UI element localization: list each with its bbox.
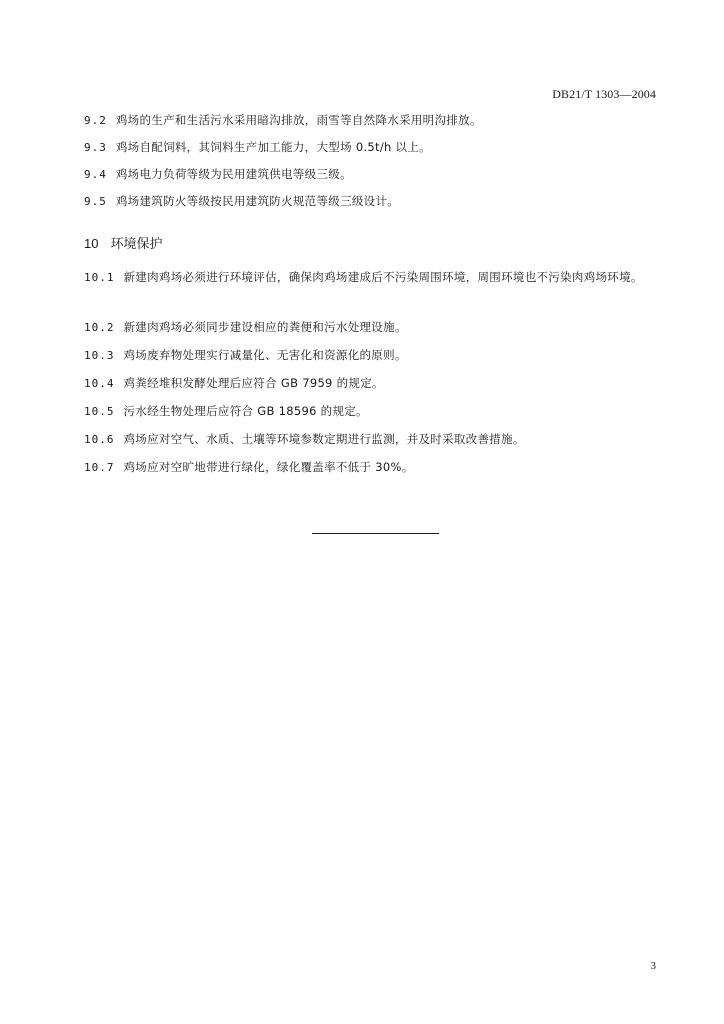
clause-number: 10.4 — [84, 377, 115, 390]
clause-number: 10.7 — [84, 461, 115, 474]
clause-9-3 — [84, 138, 660, 157]
clause-9-2 — [84, 111, 660, 130]
clause-text: 鸡场的生产和生活污水采用暗沟排放，雨雪等自然降水采用明沟排放。 — [115, 113, 482, 127]
clause-text: 鸡场应对空气、水质、土壤等环境参数定期进行监测，并及时采取改善措施。 — [123, 432, 525, 446]
clause-9-5 — [84, 192, 660, 211]
clause-number: 10.6 — [84, 433, 115, 446]
clause-10-3 — [84, 346, 660, 365]
clause-text: 新建肉鸡场必须进行环境评估，确保肉鸡场建成后不污染周围环境，周围环境也不污染肉鸡场环境。 — [123, 270, 643, 284]
clause-10-2 — [84, 318, 660, 337]
clause-10-5 — [84, 402, 660, 421]
clause-number: 10.5 — [84, 405, 115, 418]
clause-10-6 — [84, 430, 660, 449]
standard-code-header: DB21/T 1303—2004 — [552, 87, 656, 101]
clause-text: 鸡场应对空旷地带进行绿化，绿化覆盖率不低于 30%。 — [123, 460, 414, 474]
clause-number: 9.2 — [84, 114, 107, 127]
clause-10-4 — [84, 374, 660, 393]
clause-number: 10.3 — [84, 349, 115, 362]
clause-10-7 — [84, 458, 660, 477]
clause-number: 9.5 — [84, 195, 107, 208]
clause-text: 鸡场电力负荷等级为民用建筑供电等级三级。 — [115, 167, 352, 181]
clause-9-4 — [84, 165, 660, 184]
clause-text: 鸡场自配饲料，其饲料生产加工能力，大型场 0.5t/h 以上。 — [115, 140, 431, 154]
clause-number: 9.4 — [84, 168, 107, 181]
section-number: 10 — [84, 236, 99, 251]
clause-10-1 — [84, 268, 660, 287]
section-title: 环境保护 — [110, 237, 163, 252]
clause-text: 鸡粪经堆积发酵处理后应符合 GB 7959 的规定。 — [123, 376, 384, 390]
clause-number: 9.3 — [84, 141, 107, 154]
clause-number: 10.2 — [84, 321, 115, 334]
clause-text: 新建肉鸡场必须同步建设相应的粪便和污水处理设施。 — [123, 320, 407, 334]
clause-text: 鸡场建筑防火等级按民用建筑防火规范等级三级设计。 — [115, 194, 400, 208]
clause-text: 污水经生物处理后应符合 GB 18596 的规定。 — [123, 404, 368, 418]
page-number: 3 — [650, 960, 656, 972]
clause-number: 10.1 — [84, 271, 115, 284]
clause-text: 鸡场废弃物处理实行减量化、无害化和资源化的原则。 — [123, 348, 407, 362]
end-of-document-rule — [312, 533, 439, 534]
section-heading-environment — [84, 234, 162, 254]
